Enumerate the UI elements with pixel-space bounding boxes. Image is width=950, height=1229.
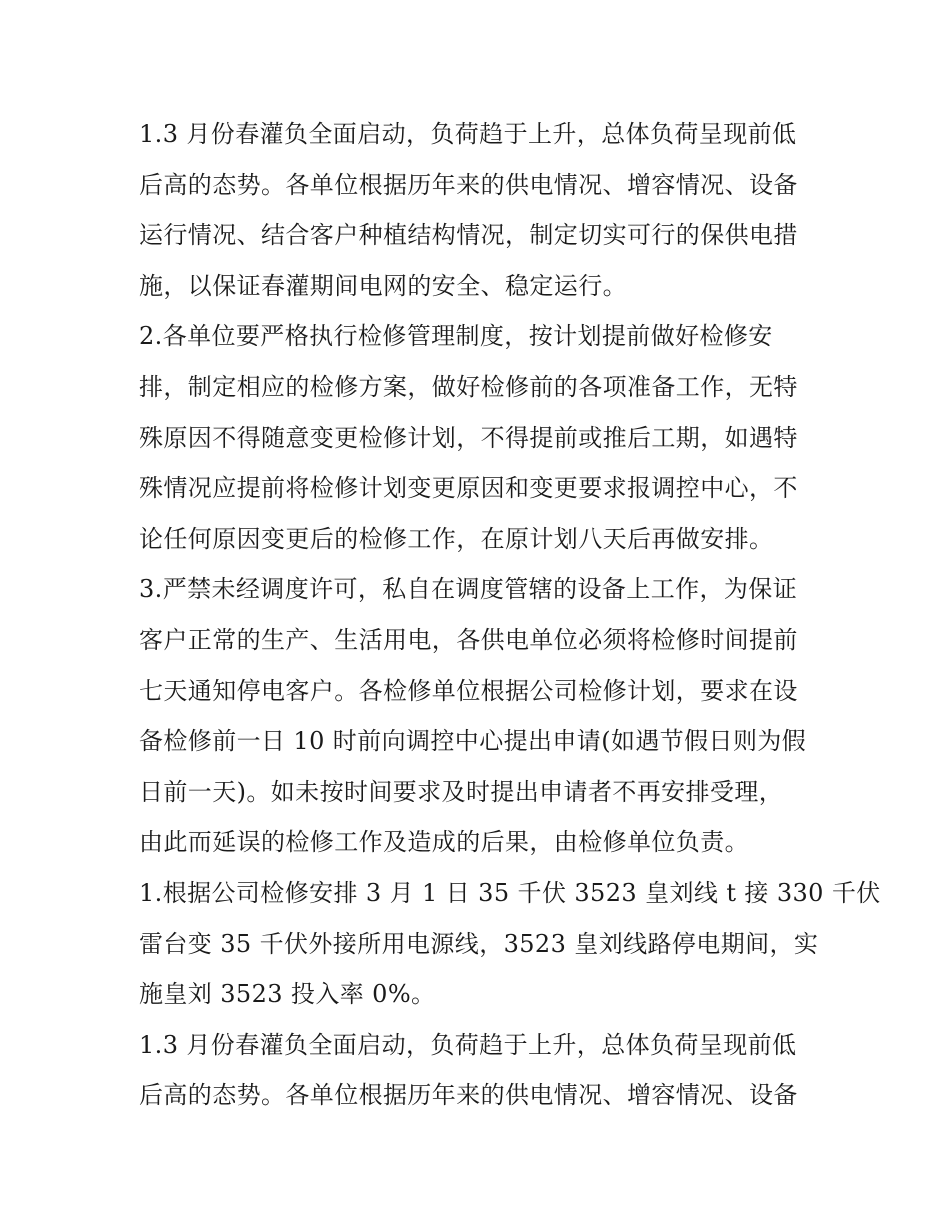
text-line: 七天通知停电客户。各检修单位根据公司检修计划，要求在设 [139,676,798,705]
text-line: 由此而延误的检修工作及造成的后果，由检修单位负责。 [139,828,749,857]
text-line: 备检修前一日 10 时前向调控中心提出申请(如遇节假日则为假 [139,727,807,756]
text-line: 2.各单位要严格执行检修管理制度，按计划提前做好检修安 [139,322,773,351]
text-line: 殊情况应提前将检修计划变更原因和变更要求报调控中心，不 [139,474,798,503]
text-line: 日前一天)。如未按时间要求及时提出申请者不再安排受理， [139,777,784,806]
text-line: 施，以保证春灌期间电网的安全、稳定运行。 [139,271,627,300]
text-line: 1.根据公司检修安排 3 月 1 日 35 千伏 3523 皇刘线 t 接 330 千伏 [139,878,881,907]
text-line: 运行情况、结合客户种植结构情况，制定切实可行的保供电措 [139,221,798,250]
text-line: 排，制定相应的检修方案，做好检修前的各项准备工作，无特 [139,372,798,401]
text-line: 后高的态势。各单位根据历年来的供电情况、增容情况、设备 [139,170,798,199]
text-line: 3.严禁未经调度许可，私自在调度管辖的设备上工作，为保证 [139,575,798,604]
text-line: 1.3 月份春灌负全面启动，负荷趋于上升，总体负荷呈现前低 [139,1030,797,1059]
text-line: 1.3 月份春灌负全面启动，负荷趋于上升，总体负荷呈现前低 [139,120,797,148]
text-line: 后高的态势。各单位根据历年来的供电情况、增容情况、设备 [139,1081,798,1110]
text-line: 殊原因不得随意变更检修计划，不得提前或推后工期，如遇特 [139,423,798,452]
text-line: 雷台变 35 千伏外接所用电源线，3523 皇刘线路停电期间，实 [139,929,819,958]
document-body [139,109,881,1121]
text-line: 客户正常的生产、生活用电，各供电单位必须将检修时间提前 [139,625,798,654]
text-line: 论任何原因变更后的检修工作，在原计划八天后再做安排。 [139,524,774,553]
text-line: 施皇刘 3523 投入率 0%。 [139,980,436,1009]
